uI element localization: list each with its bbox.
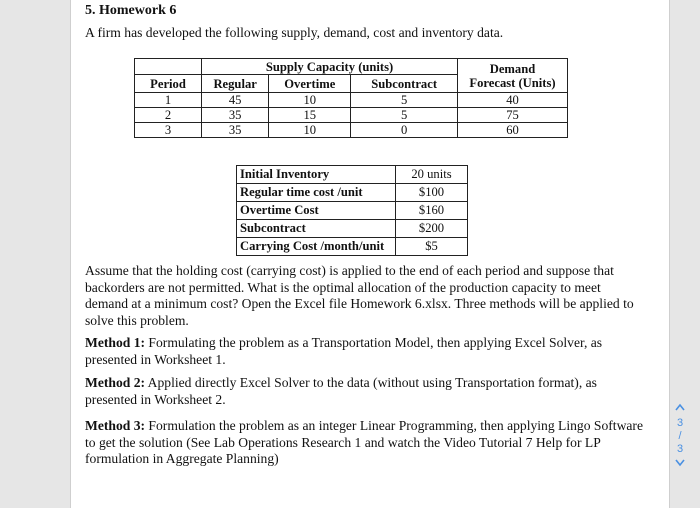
cost-value: $160 — [396, 202, 468, 220]
supply-demand-table — [134, 58, 568, 138]
chevron-down-icon[interactable] — [670, 456, 690, 471]
subcontract-cell: 5 — [351, 93, 458, 108]
document-page — [70, 0, 670, 508]
assumption-paragraph: Assume that the holding cost (carrying cost) is applied to the end of each period and suppose that backorders are not permitted. What is the optimal allocation of the production capacity to meet demand at a minimum cost? Open the Excel file Homework 6.xlsx. Three methods will be applied to solve this problem. — [85, 263, 634, 328]
total-pages-number: 3 — [676, 443, 684, 455]
method-label: Method 3: — [85, 418, 146, 433]
cost-value: $5 — [396, 238, 468, 256]
period-header: Period — [135, 75, 202, 93]
method-label: Method 2: — [85, 375, 146, 390]
regular-header: Regular — [202, 75, 269, 93]
current-page-number: 3 — [676, 417, 684, 429]
cost-label: Carrying Cost /month/unit — [237, 238, 396, 256]
subcontract-header: Subcontract — [351, 75, 458, 93]
method-text: Formulating the problem as a Transportation Model, then applying Excel Solver, as presented in Worksheet 1. — [85, 335, 603, 367]
table-row — [237, 220, 468, 238]
demand-cell: 40 — [458, 93, 568, 108]
demand-cell: 75 — [458, 108, 568, 123]
method-text: Applied directly Excel Solver to the data (without using Transportation format), as presented in Worksheet 2. — [85, 375, 597, 407]
overtime-cell: 15 — [269, 108, 351, 123]
cost-label: Subcontract — [237, 220, 396, 238]
cost-label: Overtime Cost — [237, 202, 396, 220]
regular-cell: 45 — [202, 93, 269, 108]
method-2-paragraph — [85, 375, 645, 408]
regular-cell: 35 — [202, 108, 269, 123]
homework-title: 5. Homework 6 — [85, 3, 177, 18]
method-1-paragraph — [85, 335, 645, 368]
header-blank-cell — [135, 59, 202, 75]
method-3-paragraph — [85, 418, 645, 468]
demand-forecast-header — [458, 59, 568, 93]
page-navigator — [670, 402, 690, 502]
cost-value: $100 — [396, 184, 468, 202]
subcontract-cell: 5 — [351, 108, 458, 123]
overtime-cell: 10 — [269, 93, 351, 108]
supply-capacity-header: Supply Capacity (units) — [202, 59, 458, 75]
table-row — [135, 93, 568, 108]
table-row — [237, 166, 468, 184]
table-row — [135, 108, 568, 123]
overtime-header: Overtime — [269, 75, 351, 93]
method-text: Formulation the problem as an integer Linear Programming, then applying Lingo Software to get the solution (See Lab Operations Research 1 and watch the Video Tutorial 7 Help for LP formulation in Aggregate Planning) — [85, 418, 643, 467]
cost-label: Initial Inventory — [237, 166, 396, 184]
overtime-cell: 10 — [269, 123, 351, 138]
cost-label: Regular time cost /unit — [237, 184, 396, 202]
subcontract-cell: 0 — [351, 123, 458, 138]
cost-value: $200 — [396, 220, 468, 238]
demand-header-line1: Demand — [489, 61, 536, 76]
demand-header-line2: Forecast (Units) — [469, 75, 556, 90]
demand-cell: 60 — [458, 123, 568, 138]
cost-inventory-table — [236, 165, 468, 256]
regular-cell: 35 — [202, 123, 269, 138]
method-label: Method 1: — [85, 335, 146, 350]
chevron-up-icon[interactable] — [670, 402, 690, 417]
period-cell: 1 — [135, 93, 202, 108]
page-separator: / — [678, 430, 682, 442]
table-row — [237, 238, 468, 256]
table-row — [237, 202, 468, 220]
cost-value: 20 units — [396, 166, 468, 184]
period-cell: 2 — [135, 108, 202, 123]
table-header-row — [135, 59, 568, 75]
table-row — [135, 123, 568, 138]
intro-text: A firm has developed the following supply, demand, cost and inventory data. — [85, 25, 504, 40]
period-cell: 3 — [135, 123, 202, 138]
table-row — [237, 184, 468, 202]
